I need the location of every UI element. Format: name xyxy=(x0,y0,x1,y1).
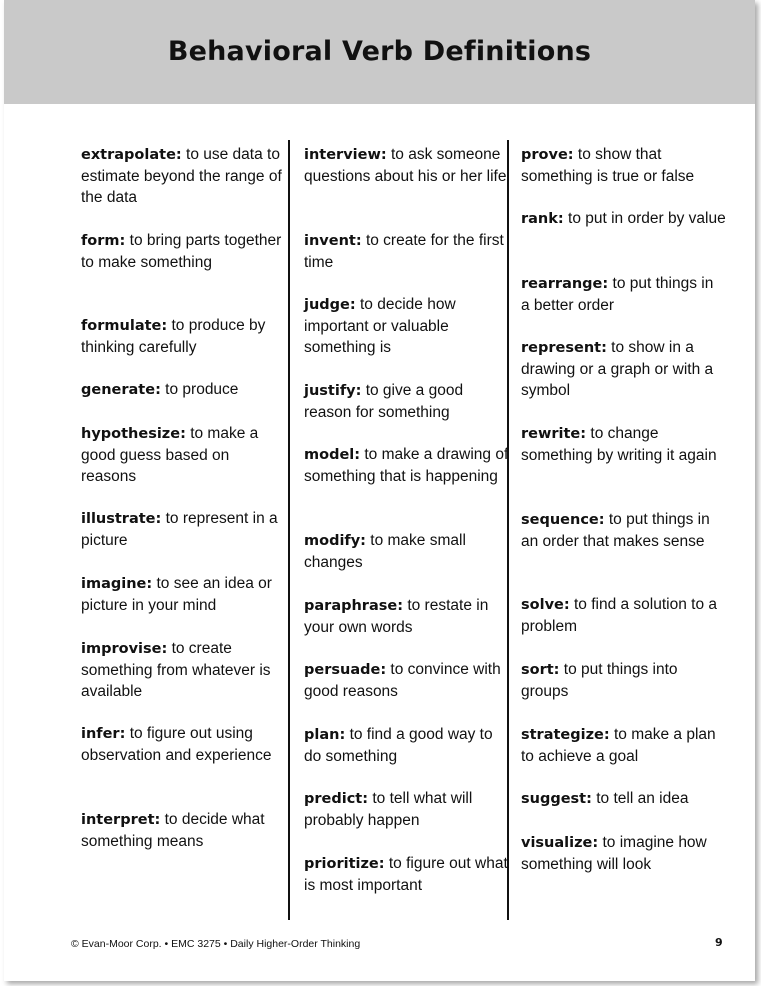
definition-entry xyxy=(304,230,509,273)
definition-entry xyxy=(521,423,726,466)
definition-entry xyxy=(81,508,286,551)
copyright-footer: © Evan-Moor Corp. • EMC 3275 • Daily Higher-Order Thinking xyxy=(71,938,361,950)
definition-entry xyxy=(521,337,726,401)
verb-term: persuade: xyxy=(304,662,387,678)
definition-entry xyxy=(304,444,509,487)
verb-definition: to find a solution to a problem xyxy=(521,596,718,635)
verb-definition: to use data to estimate beyond the range of the data xyxy=(81,146,282,206)
verb-definition: to see an idea or picture in your mind xyxy=(81,575,272,614)
definition-entry xyxy=(81,809,286,852)
definition-entry xyxy=(521,273,726,316)
verb-definition: to bring parts together to make something xyxy=(81,232,282,271)
verb-definition: to produce xyxy=(160,381,239,398)
verb-definition: to convince with good reasons xyxy=(304,661,501,700)
verb-term: sequence: xyxy=(521,512,605,528)
verb-definition: to imagine how something will look xyxy=(521,834,707,873)
verb-term: infer: xyxy=(81,726,126,742)
verb-definition: to put things into groups xyxy=(521,661,678,700)
verb-term: justify: xyxy=(304,383,362,399)
verb-definition: to decide what something means xyxy=(81,811,265,850)
verb-term: rewrite: xyxy=(521,426,587,442)
verb-definition: to make small changes xyxy=(304,532,466,571)
verb-term: formulate: xyxy=(81,318,168,334)
definition-entry xyxy=(304,144,509,187)
verb-definition: to create something from whatever is available xyxy=(81,640,271,700)
definition-entry xyxy=(304,659,509,702)
verb-term: plan: xyxy=(304,727,346,743)
verb-term: rearrange: xyxy=(521,276,609,292)
worksheet-page xyxy=(4,0,755,981)
definition-entry xyxy=(304,853,509,896)
definition-entry xyxy=(521,724,726,767)
definition-entry xyxy=(81,144,286,208)
definition-entry xyxy=(81,315,286,358)
definition-entry xyxy=(81,573,286,616)
verb-definition: to put in order by value xyxy=(563,210,726,227)
definition-entry xyxy=(521,832,726,875)
definition-entry xyxy=(304,724,509,767)
verb-term: hypothesize: xyxy=(81,426,186,442)
column-divider xyxy=(288,140,290,920)
verb-term: predict: xyxy=(304,791,369,807)
verb-definition: to figure out what is most important xyxy=(304,855,508,894)
verb-term: modify: xyxy=(304,533,366,549)
verb-term: visualize: xyxy=(521,835,599,851)
verb-term: generate: xyxy=(81,382,161,398)
verb-term: solve: xyxy=(521,597,570,613)
verb-term: invent: xyxy=(304,233,362,249)
definition-entry xyxy=(304,530,509,573)
page-title: Behavioral Verb Definitions xyxy=(167,36,592,67)
definition-entry xyxy=(521,509,726,552)
verb-definition: to figure out using observation and experience xyxy=(81,725,272,764)
verb-term: improvise: xyxy=(81,641,168,657)
verb-term: strategize: xyxy=(521,727,610,743)
verb-definition: to make a good guess based on reasons xyxy=(81,425,259,485)
verb-term: interview: xyxy=(304,147,387,163)
verb-term: imagine: xyxy=(81,576,153,592)
page-number: 9 xyxy=(715,936,723,949)
verb-definition: to make a plan to achieve a goal xyxy=(521,726,716,765)
verb-term: extrapolate: xyxy=(81,147,182,163)
definition-entry xyxy=(521,144,726,187)
verb-definition: to produce by thinking carefully xyxy=(81,317,266,356)
verb-definition: to tell what will probably happen xyxy=(304,790,473,829)
verb-definition: to tell an idea xyxy=(591,790,689,807)
verb-term: paraphrase: xyxy=(304,598,404,614)
verb-term: form: xyxy=(81,233,126,249)
verb-term: rank: xyxy=(521,211,564,227)
verb-definition: to restate in your own words xyxy=(304,597,489,636)
definition-entry xyxy=(81,723,286,766)
verb-term: sort: xyxy=(521,662,560,678)
verb-definition: to decide how important or valuable something is xyxy=(304,296,456,356)
definition-entry xyxy=(81,230,286,273)
verb-definition: to show in a drawing or a graph or with a symbol xyxy=(521,339,714,399)
definition-entry xyxy=(81,638,286,702)
verb-term: illustrate: xyxy=(81,511,162,527)
verb-definition: to create for the first time xyxy=(304,232,504,271)
definition-entry xyxy=(521,788,726,810)
verb-term: prioritize: xyxy=(304,856,385,872)
definition-entry xyxy=(81,423,286,487)
definition-entry xyxy=(304,788,509,831)
definition-entry xyxy=(304,294,509,358)
verb-definition: to give a good reason for something xyxy=(304,382,464,421)
verb-term: prove: xyxy=(521,147,574,163)
verb-term: interpret: xyxy=(81,812,161,828)
definition-entry xyxy=(304,380,509,423)
verb-definition: to put things in a better order xyxy=(521,275,714,314)
verb-definition: to change something by writing it again xyxy=(521,425,717,464)
definition-entry xyxy=(521,208,726,230)
verb-term: suggest: xyxy=(521,791,592,807)
verb-definition: to put things in an order that makes sense xyxy=(521,511,710,550)
verb-definition: to make a drawing of something that is happening xyxy=(304,446,509,485)
verb-term: judge: xyxy=(304,297,356,313)
verb-definition: to represent in a picture xyxy=(81,510,278,549)
header-band xyxy=(4,0,755,104)
verb-term: represent: xyxy=(521,340,607,356)
verb-definition: to find a good way to do something xyxy=(304,726,493,765)
definition-entry xyxy=(521,594,726,637)
verb-definition: to ask someone questions about his or her life xyxy=(304,146,507,185)
verb-definition: to show that something is true or false xyxy=(521,146,695,185)
definition-entry xyxy=(304,595,509,638)
verb-term: model: xyxy=(304,447,361,463)
definition-entry xyxy=(81,379,286,401)
definition-entry xyxy=(521,659,726,702)
